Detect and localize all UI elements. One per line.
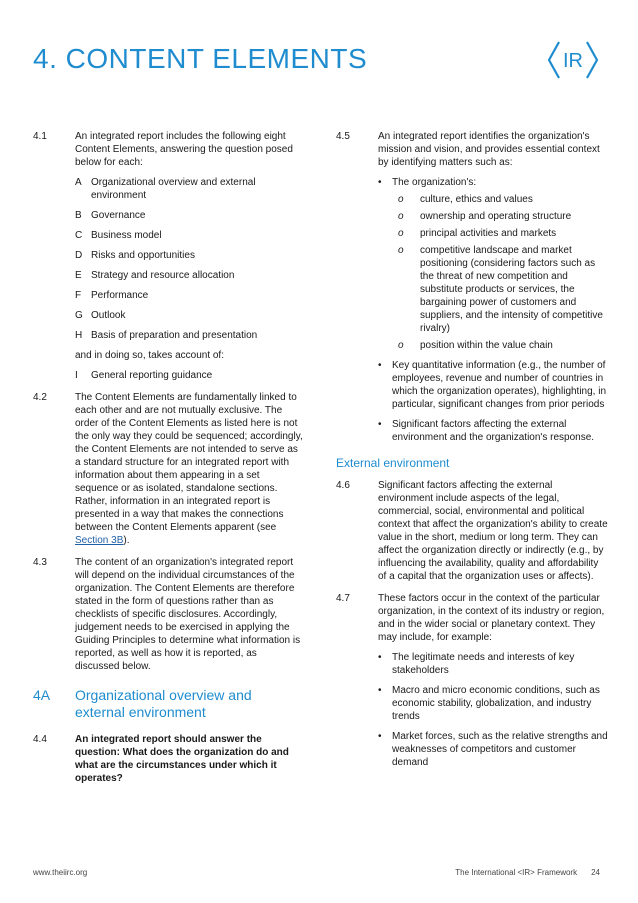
bullet-item: • Key quantitative information (e.g., the number of employees, revenue and number of countries in which the organization operates), highlighting, in particular, significant changes from prior periods: [378, 360, 607, 410]
paragraph-text: The Content Elements are fundamentally linked to each other and are not mutually exclusive. The order of the Content Elements as listed here is not the only way they could be sequenced; accordingly, the Content Elements are not intended to serve as a standard structure for an integrated report with information about them appearing in a set sequence or as isolated, standalone sections. Rather, information in an integrated report is presented in a way that makes the connections between the Content Elements apparent (see Section 3B).: [75, 392, 303, 546]
bullet-item: • The organization's: o culture, ethics and values o ownership and operating structure o principal activities and markets o competitive landscape and market positioning (considering factors such as the threat of new competition and substitute products or services, the bargaining power of customers and suppliers, and the intensity of competitive rivalry) o position within the value chain: [378, 176, 608, 352]
paragraph-number: 4.5: [336, 131, 350, 142]
bullet-item: • Significant factors affecting the external environment and the organization's response.: [378, 419, 595, 443]
paragraph-text: An integrated report should answer the question: What does the organization do and what are the circumstances under which it operates?: [75, 734, 289, 784]
content-element-item: E Strategy and resource allocation: [75, 270, 235, 281]
paragraph-text: The content of an organization's integrated report will depend on the individual circumstances of the organization. The Content Elements are therefore stated in the form of questions rather than as checklists of specific disclosures. Accordingly, judgement needs to be exercised in applying the Guiding Principles to determine what information is reported, as well as how it is reported, as discussed below.: [75, 557, 301, 672]
paragraph-4-3: [33, 556, 303, 673]
content-element-item: I General reporting guidance: [75, 370, 213, 381]
content-element-item: C Business model: [75, 230, 162, 241]
sub-bullet-icon: o: [398, 245, 404, 256]
page-title: 4. CONTENT ELEMENTS: [33, 43, 368, 74]
section-number: 4A: [33, 687, 51, 703]
paragraph-text: Significant factors affecting the external environment include aspects of the legal, commercial, social, environmental and political context that affect the organization's ability to create value in the short, medium or long term. They can affect the organization directly or indirectly (e.g., by influencing the availability, quality and affordability of a capital that the organization uses or affects).: [378, 480, 608, 582]
sub-bullet-item: o competitive landscape and market positioning (considering factors such as the threat of new competition and substitute products or services, the bargaining power of customers and suppliers, and the intensity of competitive rivalry): [398, 245, 603, 334]
left-column: [33, 130, 303, 794]
sub-bullet-icon: o: [398, 228, 404, 239]
and-text: and in doing so, takes account of:: [75, 350, 224, 361]
bullet-item: • The legitimate needs and interests of key stakeholders: [378, 652, 575, 676]
paragraph-number: 4.7: [336, 593, 350, 604]
bullet-icon: •: [378, 652, 382, 663]
content-element-item: A Organizational overview and external environment: [75, 177, 256, 201]
bullet-icon: •: [378, 419, 382, 430]
content-element-item: D Risks and opportunities: [75, 250, 195, 261]
paragraph-text: An integrated report includes the following eight Content Elements, answering the question posed below for each:: [75, 131, 293, 168]
paragraph-4-2: [33, 391, 303, 547]
ir-logo-text: IR: [563, 50, 583, 72]
content-element-item: G Outlook: [75, 310, 126, 321]
bullet-icon: •: [378, 360, 382, 371]
paragraph-4-5: [336, 130, 608, 444]
page-number: 24: [591, 868, 600, 877]
right-column: [336, 130, 608, 778]
paragraph-text: These factors occur in the context of the particular organization, in the context of its industry or region, and in the wider social or planetary context. They may include, for example:: [378, 593, 605, 643]
bullet-icon: •: [378, 685, 382, 696]
section-3b-link[interactable]: Section 3B: [75, 535, 124, 546]
sub-bullet-item: o ownership and operating structure: [398, 211, 572, 222]
sub-bullet-item: o principal activities and markets: [398, 228, 557, 239]
paragraph-4-7: [336, 592, 608, 769]
paragraph-4-1: [33, 130, 303, 382]
sub-bullet-item: o culture, ethics and values: [398, 194, 533, 205]
section-heading-4a: [33, 687, 303, 721]
content-element-item: F Performance: [75, 290, 149, 301]
sub-bullet-icon: o: [398, 340, 404, 351]
paragraph-number: 4.3: [33, 557, 47, 568]
sub-bullet-icon: o: [398, 194, 404, 205]
footer-doc-title: The International <IR> Framework: [455, 868, 578, 877]
bullet-item: • Macro and micro economic conditions, such as economic stability, globalization, and industry trends: [378, 685, 600, 722]
bullet-icon: •: [378, 731, 382, 742]
footer-url[interactable]: www.theiirc.org: [33, 868, 88, 877]
paragraph-text: An integrated report identifies the organization's mission and vision, and provides essential context by identifying matters such as:: [378, 131, 600, 168]
paragraph-4-6: [336, 479, 608, 583]
footer-info: [455, 868, 600, 877]
content-element-item: B Governance: [75, 210, 146, 221]
section-title: Organizational overview and external environment: [75, 687, 252, 720]
sub-bullet-icon: o: [398, 211, 404, 222]
paragraph-number: 4.4: [33, 734, 47, 745]
paragraph-number: 4.2: [33, 392, 47, 403]
bullet-item: • Market forces, such as the relative strengths and weaknesses of competitors and customer demand: [378, 731, 608, 768]
paragraph-number: 4.1: [33, 131, 47, 142]
content-element-item: H Basis of preparation and presentation: [75, 330, 258, 341]
bullet-icon: •: [378, 177, 382, 188]
sub-bullet-item: o position within the value chain: [398, 340, 553, 351]
paragraph-4-4: [33, 733, 303, 785]
external-environment-heading: External environment: [336, 456, 450, 470]
ir-logo: [545, 38, 601, 82]
paragraph-number: 4.6: [336, 480, 350, 491]
